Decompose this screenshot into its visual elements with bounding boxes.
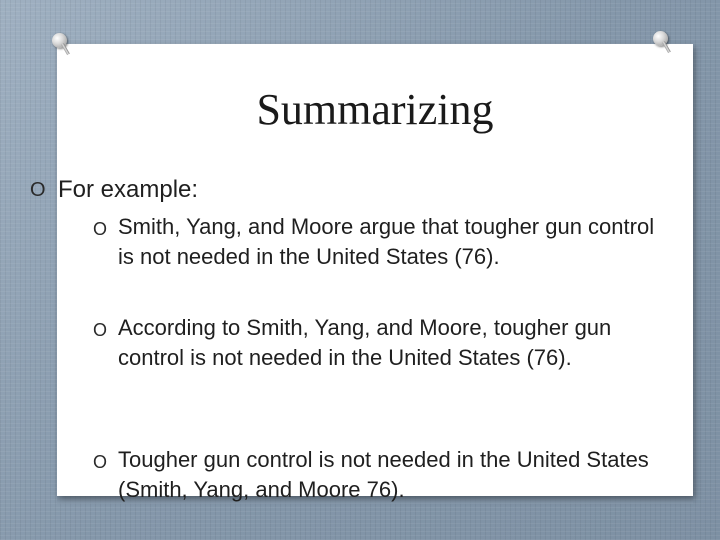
pushpin-icon [49,30,71,52]
bullet-icon: O [93,320,108,340]
bullet-icon: O [93,219,108,239]
example-text: Smith, Yang, and Moore argue that tougher gun control is not needed in the United States (76). [118,214,655,269]
bullet-level1 [30,176,198,204]
example-bullet [93,212,663,272]
slide-title: Summarizing [256,85,494,134]
example-bullet [93,313,663,373]
example-text: According to Smith, Yang, and Moore, tougher gun control is not needed in the United States (76). [118,315,612,370]
bullet-text: For example: [58,176,199,203]
pushpin-icon [650,28,672,50]
example-bullet [93,445,663,505]
bullet-icon: O [93,452,108,472]
bullet-icon: O [30,179,46,201]
example-text: Tougher gun control is not needed in the United States (Smith, Yang, and Moore 76). [118,447,649,502]
